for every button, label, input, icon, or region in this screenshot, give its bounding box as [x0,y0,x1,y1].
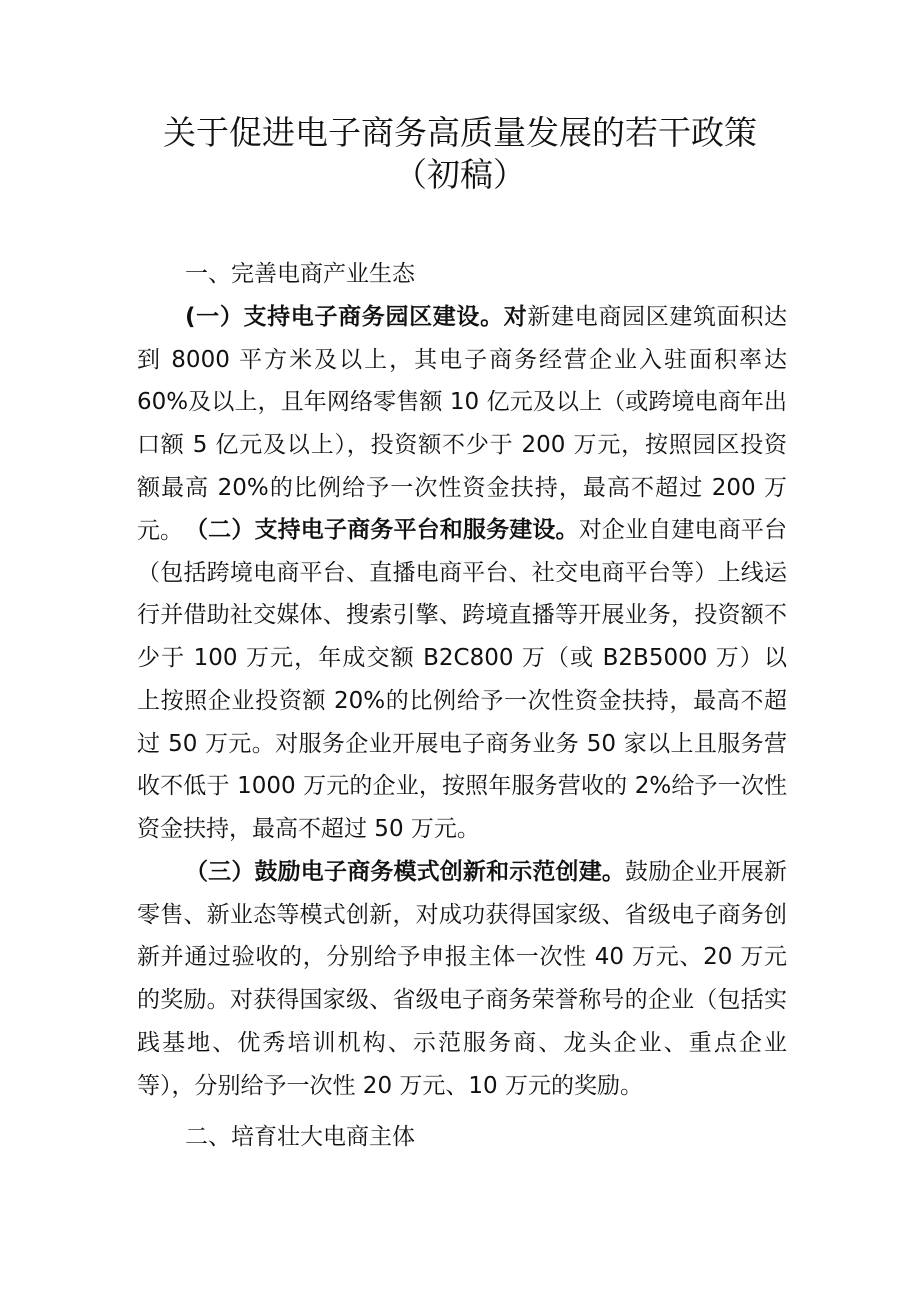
paragraph-3-text: 鼓励企业开展新零售、新业态等模式创新，对成功获得国家级、省级电子商务创新并通过验收的，分别给予申报主体一次性 40 万元、20 万元的奖励。对获得国家级、省级电子商务荣誉称号的企业（包括实践基地、优秀培训机构、示范服务商、龙头企业、重点企业等），分别给予一次性 20 万元、10 万元的奖励。 [137,859,788,1099]
section-heading-2: 二、培育壮大电商主体 [185,1124,415,1150]
paragraph-1-text: 新建电商园区建筑面积达到 8000 平方米及以上，其电子商务经营企业入驻面积率达 60%及以上，且年网络零售额 10 亿元及以上（或跨境电商年出口额 5 亿元及以上），投资额不少于 200 万元，按照园区投资额最高 20%的比例给予一次性资金扶持，最高不超过 200 万元。 [137,304,788,544]
paragraph-2-text: 对企业自建电商平台（包括跨境电商平台、直播电商平台、社交电商平台等）上线运行并借助社交媒体、搜索引擎、跨境直播等开展业务，投资额不少于 100 万元，年成交额 B2C800 万（或 B2B5000 万）以上按照企业投资额 20%的比例给予一次性资金扶持，最高不超过 50 万元。对服务企业开展电子商务业务 50 家以上且服务营收不低于 1000 万元的企业，按照年服务营收的 2%给予一次性资金扶持，最高不超过 50 万元。 [137,517,788,842]
paragraph-3-lead: （三）鼓励电子商务模式创新和示范创建。 [185,859,626,885]
paragraph-3 [137,851,787,1107]
paragraph-1-lead: (一）支持电子商务园区建设。对 [185,304,528,330]
paragraph-2 [137,509,787,851]
document-title: 关于促进电子商务高质量发展的若干政策 [163,113,757,152]
paragraph-2-lead: （二）支持电子商务平台和服务建设。 [185,517,579,543]
document-subtitle: （初稿） [394,155,526,194]
section-heading-1: 一、完善电商产业生态 [185,261,415,287]
